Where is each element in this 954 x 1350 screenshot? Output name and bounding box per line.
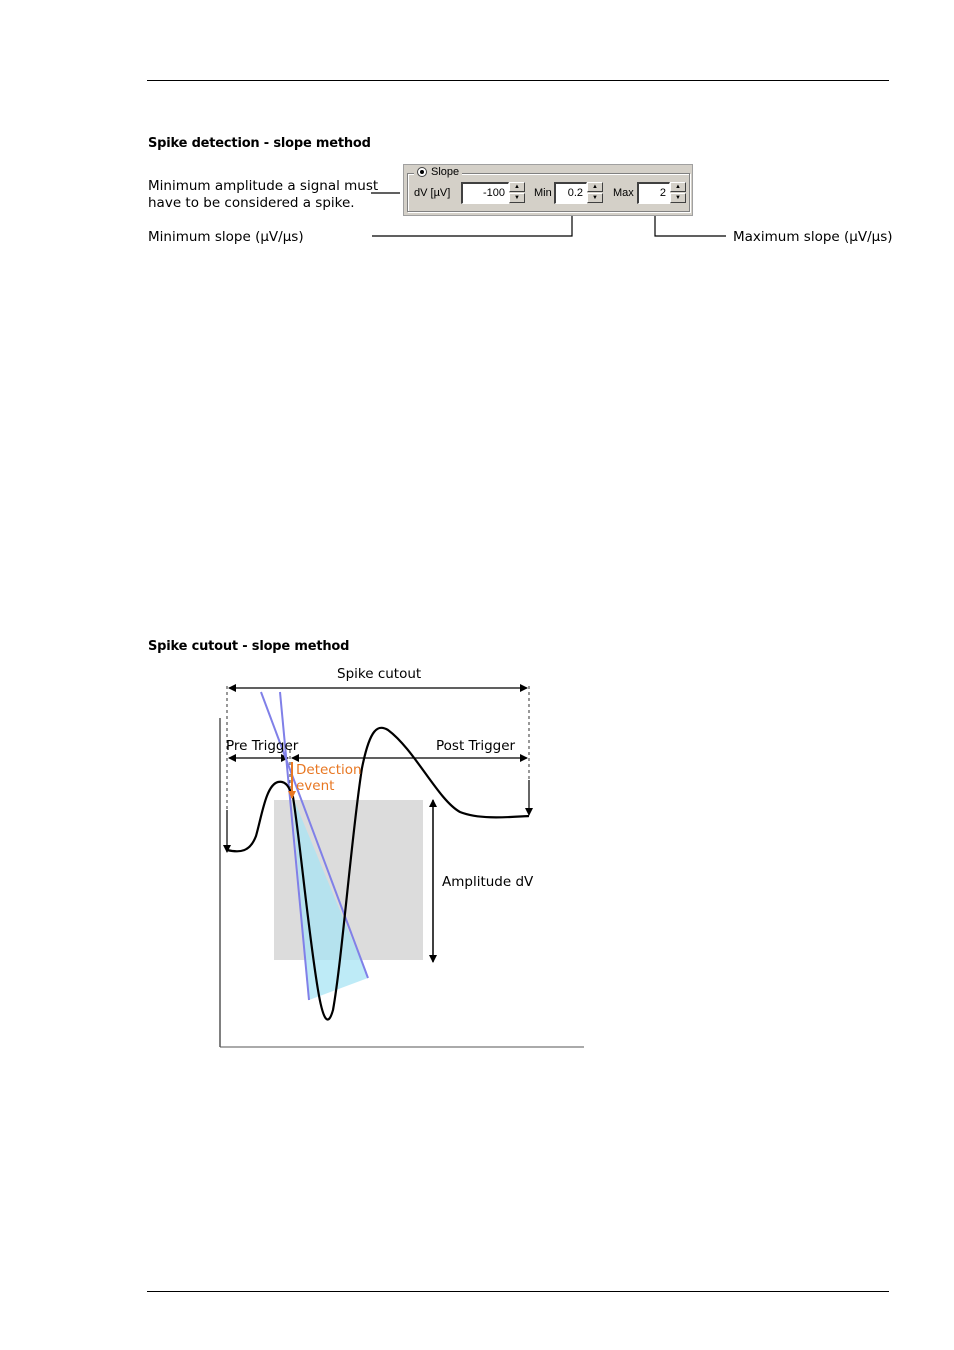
detection-event-label [296, 762, 362, 794]
pre-trigger-label: Pre Trigger [226, 738, 299, 754]
spin-down-icon[interactable]: ▼ [509, 193, 525, 203]
footer-rule [147, 1291, 889, 1292]
spike-cutout-label: Spike cutout [337, 666, 422, 682]
spin-down-icon[interactable]: ▼ [670, 193, 686, 203]
dv-label: dV [µV] [414, 187, 451, 199]
max-label: Max [613, 187, 634, 199]
min-amplitude-line2: have to be considered a spike. [148, 195, 355, 211]
amplitude-label: Amplitude dV [442, 874, 534, 890]
spin-up-icon[interactable]: ▲ [670, 182, 686, 192]
slope-group-title: Slope [431, 166, 460, 178]
min-label: Min [534, 187, 552, 199]
cutout-section-heading: Spike cutout - slope method [148, 639, 350, 654]
spin-up-icon[interactable]: ▲ [587, 182, 603, 192]
max-slope-input[interactable]: 2 [637, 182, 670, 204]
detection-section-heading: Spike detection - slope method [148, 136, 371, 151]
max-slope-note: Maximum slope (µV/µs) [733, 229, 893, 245]
min-slope-input[interactable]: 0.2 [554, 182, 587, 204]
detection-label-line1: Detection [296, 762, 362, 778]
min-amplitude-line1: Minimum amplitude a signal must [148, 178, 379, 194]
detection-label-line2: event [296, 778, 335, 794]
post-trigger-label: Post Trigger [436, 738, 516, 754]
dv-input[interactable]: -100 [461, 182, 509, 204]
spin-down-icon[interactable]: ▼ [587, 193, 603, 203]
min-slope-note: Minimum slope (µV/µs) [148, 229, 304, 245]
spin-up-icon[interactable]: ▲ [509, 182, 525, 192]
